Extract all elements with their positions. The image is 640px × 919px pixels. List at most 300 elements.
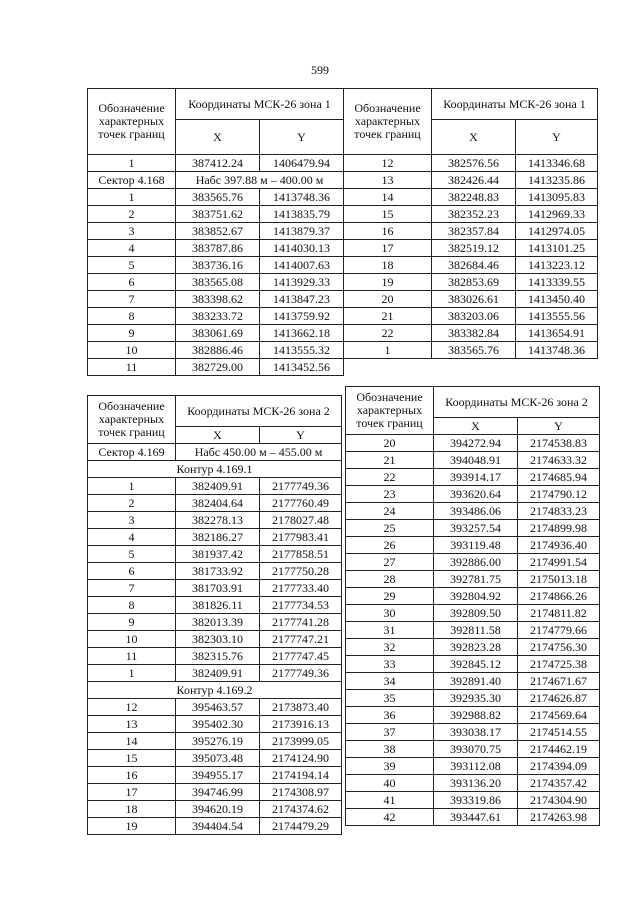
x-coordinate: 382248.83 bbox=[432, 189, 516, 206]
x-coordinate: 395463.57 bbox=[176, 699, 260, 716]
label-column-header: Обозначение характерных точек границ bbox=[88, 396, 176, 444]
table-row bbox=[344, 172, 598, 189]
x-coordinate: 394048.91 bbox=[434, 452, 518, 469]
point-number: 12 bbox=[88, 699, 176, 716]
table-row bbox=[344, 325, 598, 342]
table-row bbox=[88, 342, 344, 359]
y-coordinate: 2177749.36 bbox=[260, 665, 342, 682]
x-coordinate: 383233.72 bbox=[176, 308, 260, 325]
table-row bbox=[344, 308, 598, 325]
y-coordinate: 2177858.51 bbox=[260, 546, 342, 563]
point-number: 18 bbox=[88, 801, 176, 818]
point-number: 29 bbox=[346, 588, 434, 605]
y-coordinate: 2175013.18 bbox=[518, 571, 600, 588]
point-number: 37 bbox=[346, 724, 434, 741]
contour-row bbox=[88, 461, 342, 478]
header-row bbox=[88, 396, 342, 427]
x-coordinate: 382519.12 bbox=[432, 240, 516, 257]
point-number: 9 bbox=[88, 325, 176, 342]
coordinate-system-header: Координаты МСК-26 зона 2 bbox=[434, 387, 600, 418]
x-coordinate: 382404.64 bbox=[176, 495, 260, 512]
point-number: 5 bbox=[88, 546, 176, 563]
table-row bbox=[88, 206, 344, 223]
point-number: 2 bbox=[88, 495, 176, 512]
y-coordinate: 2174899.98 bbox=[518, 520, 600, 537]
point-number: 5 bbox=[88, 257, 176, 274]
point-number: 3 bbox=[88, 223, 176, 240]
table-row bbox=[346, 673, 600, 690]
table-row bbox=[346, 690, 600, 707]
y-coordinate: 2177747.21 bbox=[260, 631, 342, 648]
table-row bbox=[344, 342, 598, 359]
x-coordinate: 393257.54 bbox=[434, 520, 518, 537]
point-number: 9 bbox=[88, 614, 176, 631]
y-coordinate: 1413748.36 bbox=[516, 342, 598, 359]
table-row bbox=[88, 750, 342, 767]
coordinate-system-header: Координаты МСК-26 зона 1 bbox=[432, 89, 598, 120]
x-coordinate: 382426.44 bbox=[432, 172, 516, 189]
y-coordinate: 1413662.18 bbox=[260, 325, 344, 342]
y-coordinate: 2174633.32 bbox=[518, 452, 600, 469]
point-number: 25 bbox=[346, 520, 434, 537]
y-coordinate: 2174538.83 bbox=[518, 435, 600, 452]
table-row bbox=[88, 325, 344, 342]
table-row bbox=[88, 274, 344, 291]
y-coordinate: 2174811.82 bbox=[518, 605, 600, 622]
point-number: 20 bbox=[346, 435, 434, 452]
point-number: 24 bbox=[346, 503, 434, 520]
x-coordinate: 393070.75 bbox=[434, 741, 518, 758]
point-number: 10 bbox=[88, 342, 176, 359]
point-number: 34 bbox=[346, 673, 434, 690]
height-range: Набс 397.88 м – 400.00 м bbox=[176, 172, 344, 189]
x-coordinate: 387412.24 bbox=[176, 155, 260, 172]
point-number: 13 bbox=[344, 172, 432, 189]
x-coordinate: 381733.92 bbox=[176, 563, 260, 580]
x-coordinate: 383751.62 bbox=[176, 206, 260, 223]
table-row bbox=[346, 537, 600, 554]
x-coordinate: 394272.94 bbox=[434, 435, 518, 452]
y-coordinate: 1413847.23 bbox=[260, 291, 344, 308]
table-row bbox=[88, 291, 344, 308]
table-row bbox=[344, 206, 598, 223]
contour-label: Контур 4.169.2 bbox=[88, 682, 342, 699]
y-coordinate: 2174514.55 bbox=[518, 724, 600, 741]
point-number: 16 bbox=[344, 223, 432, 240]
y-coordinate: 1412974.05 bbox=[516, 223, 598, 240]
y-coordinate: 1413223.12 bbox=[516, 257, 598, 274]
y-coordinate: 2174124.90 bbox=[260, 750, 342, 767]
table-row bbox=[88, 665, 342, 682]
y-coordinate: 2173873.40 bbox=[260, 699, 342, 716]
table-row bbox=[88, 801, 342, 818]
table-row bbox=[88, 189, 344, 206]
y-coordinate: 2173999.05 bbox=[260, 733, 342, 750]
sector-label: Сектор 4.168 bbox=[88, 172, 176, 189]
x-coordinate: 392809.50 bbox=[434, 605, 518, 622]
point-number: 12 bbox=[344, 155, 432, 172]
y-coordinate: 2174479.29 bbox=[260, 818, 342, 835]
point-number: 28 bbox=[346, 571, 434, 588]
point-number: 15 bbox=[88, 750, 176, 767]
y-coordinate: 1413235.86 bbox=[516, 172, 598, 189]
point-number: 16 bbox=[88, 767, 176, 784]
y-coordinate: 1413748.36 bbox=[260, 189, 344, 206]
table-row bbox=[346, 758, 600, 775]
x-coordinate: 382315.76 bbox=[176, 648, 260, 665]
point-number: 7 bbox=[88, 580, 176, 597]
x-coordinate: 393112.08 bbox=[434, 758, 518, 775]
point-number: 17 bbox=[344, 240, 432, 257]
point-number: 8 bbox=[88, 597, 176, 614]
x-coordinate: 383061.69 bbox=[176, 325, 260, 342]
x-coordinate: 392811.58 bbox=[434, 622, 518, 639]
point-number: 1 bbox=[88, 189, 176, 206]
height-range: Набс 450.00 м – 455.00 м bbox=[176, 444, 342, 461]
x-coordinate: 382729.00 bbox=[176, 359, 260, 376]
y-coordinate: 2174866.26 bbox=[518, 588, 600, 605]
x-coordinate: 392804.92 bbox=[434, 588, 518, 605]
y-coordinate: 2174304.90 bbox=[518, 792, 600, 809]
y-coordinate: 2174756.30 bbox=[518, 639, 600, 656]
y-coordinate: 2177750.28 bbox=[260, 563, 342, 580]
y-coordinate: 1413450.40 bbox=[516, 291, 598, 308]
point-number: 17 bbox=[88, 784, 176, 801]
table-row bbox=[346, 486, 600, 503]
sector-row bbox=[88, 172, 344, 189]
table-row bbox=[88, 308, 344, 325]
y-coordinate: 2174308.97 bbox=[260, 784, 342, 801]
x-coordinate: 382576.56 bbox=[432, 155, 516, 172]
y-coordinate: 2174833.23 bbox=[518, 503, 600, 520]
point-number: 36 bbox=[346, 707, 434, 724]
table-row bbox=[346, 435, 600, 452]
table-row bbox=[344, 291, 598, 308]
point-number: 3 bbox=[88, 512, 176, 529]
table-row bbox=[346, 605, 600, 622]
x-coordinate: 395276.19 bbox=[176, 733, 260, 750]
header-row bbox=[88, 89, 344, 120]
y-coordinate: 2174374.62 bbox=[260, 801, 342, 818]
point-number: 41 bbox=[346, 792, 434, 809]
y-coordinate: 2177733.40 bbox=[260, 580, 342, 597]
point-number: 30 bbox=[346, 605, 434, 622]
y-coordinate: 2174991.54 bbox=[518, 554, 600, 571]
x-coordinate: 393319.86 bbox=[434, 792, 518, 809]
table-row bbox=[346, 792, 600, 809]
table-row bbox=[346, 809, 600, 826]
y-coordinate: 1413339.55 bbox=[516, 274, 598, 291]
x-coordinate: 382278.13 bbox=[176, 512, 260, 529]
x-coordinate: 382853.69 bbox=[432, 274, 516, 291]
x-coordinate: 383565.76 bbox=[432, 342, 516, 359]
x-coordinate: 381937.42 bbox=[176, 546, 260, 563]
point-number: 35 bbox=[346, 690, 434, 707]
x-column-header: X bbox=[432, 120, 516, 155]
table-row bbox=[88, 512, 342, 529]
x-coordinate: 383382.84 bbox=[432, 325, 516, 342]
x-coordinate: 392781.75 bbox=[434, 571, 518, 588]
point-number: 19 bbox=[88, 818, 176, 835]
point-number: 26 bbox=[346, 537, 434, 554]
y-column-header: Y bbox=[260, 427, 342, 444]
x-coordinate: 381703.91 bbox=[176, 580, 260, 597]
x-coordinate: 382684.46 bbox=[432, 257, 516, 274]
x-coordinate: 382303.10 bbox=[176, 631, 260, 648]
point-number: 23 bbox=[346, 486, 434, 503]
point-number: 33 bbox=[346, 656, 434, 673]
point-number: 20 bbox=[344, 291, 432, 308]
table-row bbox=[346, 554, 600, 571]
y-coordinate: 2174790.12 bbox=[518, 486, 600, 503]
table-row bbox=[88, 614, 342, 631]
x-coordinate: 383565.08 bbox=[176, 274, 260, 291]
y-coordinate: 2178027.48 bbox=[260, 512, 342, 529]
coord-table-zone2-left bbox=[87, 395, 342, 835]
y-column-header: Y bbox=[260, 120, 344, 155]
contour-row bbox=[88, 682, 342, 699]
y-coordinate: 1413555.32 bbox=[260, 342, 344, 359]
point-number: 39 bbox=[346, 758, 434, 775]
table-row bbox=[88, 563, 342, 580]
label-column-header: Обозначение характерных точек границ bbox=[88, 89, 176, 155]
x-coordinate: 392823.28 bbox=[434, 639, 518, 656]
x-coordinate: 393914.17 bbox=[434, 469, 518, 486]
coordinate-system-header: Координаты МСК-26 зона 2 bbox=[176, 396, 342, 427]
y-coordinate: 2174462.19 bbox=[518, 741, 600, 758]
x-coordinate: 381826.11 bbox=[176, 597, 260, 614]
y-coordinate: 2174357.42 bbox=[518, 775, 600, 792]
x-coordinate: 392988.82 bbox=[434, 707, 518, 724]
table-row bbox=[346, 520, 600, 537]
table-row bbox=[346, 452, 600, 469]
x-coordinate: 383565.76 bbox=[176, 189, 260, 206]
page-number: 599 bbox=[311, 63, 329, 77]
y-coordinate: 1413346.68 bbox=[516, 155, 598, 172]
table-row bbox=[88, 818, 342, 835]
x-coordinate: 383852.67 bbox=[176, 223, 260, 240]
table-row bbox=[346, 588, 600, 605]
point-number: 4 bbox=[88, 529, 176, 546]
x-coordinate: 383203.06 bbox=[432, 308, 516, 325]
x-coordinate: 395073.48 bbox=[176, 750, 260, 767]
table-row bbox=[88, 648, 342, 665]
contour-label: Контур 4.169.1 bbox=[88, 461, 342, 478]
point-number: 11 bbox=[88, 648, 176, 665]
table-row bbox=[344, 274, 598, 291]
label-column-header: Обозначение характерных точек границ bbox=[344, 89, 432, 155]
point-number: 21 bbox=[346, 452, 434, 469]
table-row bbox=[346, 571, 600, 588]
coord-table-zone2-right bbox=[345, 386, 600, 826]
table-row bbox=[88, 240, 344, 257]
point-number: 32 bbox=[346, 639, 434, 656]
y-coordinate: 2174194.14 bbox=[260, 767, 342, 784]
y-coordinate: 1413555.56 bbox=[516, 308, 598, 325]
table-row bbox=[88, 631, 342, 648]
table-row bbox=[346, 639, 600, 656]
y-coordinate: 2174394.09 bbox=[518, 758, 600, 775]
y-coordinate: 2177747.45 bbox=[260, 648, 342, 665]
coord-table-zone1-right bbox=[343, 88, 598, 359]
x-coordinate: 393620.64 bbox=[434, 486, 518, 503]
point-number: 6 bbox=[88, 274, 176, 291]
point-number: 22 bbox=[346, 469, 434, 486]
point-number: 1 bbox=[344, 342, 432, 359]
point-number: 10 bbox=[88, 631, 176, 648]
x-coordinate: 382186.27 bbox=[176, 529, 260, 546]
y-coordinate: 2177983.41 bbox=[260, 529, 342, 546]
point-number: 38 bbox=[346, 741, 434, 758]
table-row bbox=[344, 257, 598, 274]
y-coordinate: 1414007.63 bbox=[260, 257, 344, 274]
table-row bbox=[88, 529, 342, 546]
header-row bbox=[344, 89, 598, 120]
table-row bbox=[346, 724, 600, 741]
table-row bbox=[346, 741, 600, 758]
y-coordinate: 2173916.13 bbox=[260, 716, 342, 733]
y-coordinate: 1413101.25 bbox=[516, 240, 598, 257]
table-row bbox=[346, 503, 600, 520]
x-coordinate: 392886.00 bbox=[434, 554, 518, 571]
point-number: 11 bbox=[88, 359, 176, 376]
table-row bbox=[88, 699, 342, 716]
y-coordinate: 1413835.79 bbox=[260, 206, 344, 223]
header-row bbox=[346, 387, 600, 418]
point-number: 40 bbox=[346, 775, 434, 792]
y-coordinate: 2174936.40 bbox=[518, 537, 600, 554]
y-coordinate: 2177760.49 bbox=[260, 495, 342, 512]
sector-label: Сектор 4.169 bbox=[88, 444, 176, 461]
y-column-header: Y bbox=[518, 418, 600, 435]
y-coordinate: 1413654.91 bbox=[516, 325, 598, 342]
x-coordinate: 392891.40 bbox=[434, 673, 518, 690]
x-coordinate: 393038.17 bbox=[434, 724, 518, 741]
table-row bbox=[88, 733, 342, 750]
y-coordinate: 2174671.67 bbox=[518, 673, 600, 690]
table-row bbox=[88, 257, 344, 274]
point-number: 27 bbox=[346, 554, 434, 571]
point-number: 4 bbox=[88, 240, 176, 257]
x-coordinate: 393447.61 bbox=[434, 809, 518, 826]
table-row bbox=[88, 580, 342, 597]
x-coordinate: 382409.91 bbox=[176, 478, 260, 495]
y-coordinate: 1414030.13 bbox=[260, 240, 344, 257]
y-coordinate: 1413452.56 bbox=[260, 359, 344, 376]
x-coordinate: 393486.06 bbox=[434, 503, 518, 520]
y-coordinate: 2174569.64 bbox=[518, 707, 600, 724]
x-coordinate: 383787.86 bbox=[176, 240, 260, 257]
y-coordinate: 2177749.36 bbox=[260, 478, 342, 495]
table-row bbox=[344, 189, 598, 206]
x-coordinate: 382886.46 bbox=[176, 342, 260, 359]
table-row bbox=[88, 546, 342, 563]
table-row bbox=[344, 223, 598, 240]
y-coordinate: 2177734.53 bbox=[260, 597, 342, 614]
table-row bbox=[346, 707, 600, 724]
y-coordinate: 2174779.66 bbox=[518, 622, 600, 639]
y-coordinate: 2174626.87 bbox=[518, 690, 600, 707]
table-row bbox=[346, 775, 600, 792]
table-row bbox=[88, 767, 342, 784]
y-column-header: Y bbox=[516, 120, 598, 155]
x-column-header: X bbox=[434, 418, 518, 435]
point-number: 18 bbox=[344, 257, 432, 274]
point-number: 14 bbox=[344, 189, 432, 206]
point-number: 2 bbox=[88, 206, 176, 223]
y-coordinate: 1413095.83 bbox=[516, 189, 598, 206]
coord-table-zone1-left bbox=[87, 88, 344, 376]
point-number: 7 bbox=[88, 291, 176, 308]
table-row bbox=[88, 784, 342, 801]
table-row bbox=[88, 359, 344, 376]
point-number: 8 bbox=[88, 308, 176, 325]
x-coordinate: 394746.99 bbox=[176, 784, 260, 801]
y-coordinate: 2174725.38 bbox=[518, 656, 600, 673]
x-coordinate: 392845.12 bbox=[434, 656, 518, 673]
table-row bbox=[88, 223, 344, 240]
point-number: 6 bbox=[88, 563, 176, 580]
y-coordinate: 2174263.98 bbox=[518, 809, 600, 826]
point-number: 31 bbox=[346, 622, 434, 639]
point-number: 19 bbox=[344, 274, 432, 291]
x-coordinate: 382357.84 bbox=[432, 223, 516, 240]
y-coordinate: 1406479.94 bbox=[260, 155, 344, 172]
table-row bbox=[346, 469, 600, 486]
x-column-header: X bbox=[176, 120, 260, 155]
x-coordinate: 382352.23 bbox=[432, 206, 516, 223]
x-coordinate: 392935.30 bbox=[434, 690, 518, 707]
x-coordinate: 394620.19 bbox=[176, 801, 260, 818]
table-row bbox=[88, 155, 344, 172]
x-coordinate: 383398.62 bbox=[176, 291, 260, 308]
coordinate-system-header: Координаты МСК-26 зона 1 bbox=[176, 89, 344, 120]
point-number: 21 bbox=[344, 308, 432, 325]
sector-row bbox=[88, 444, 342, 461]
table-row bbox=[88, 716, 342, 733]
table-row bbox=[88, 478, 342, 495]
point-number: 42 bbox=[346, 809, 434, 826]
x-coordinate: 383736.16 bbox=[176, 257, 260, 274]
point-number: 1 bbox=[88, 155, 176, 172]
y-coordinate: 1413759.92 bbox=[260, 308, 344, 325]
x-coordinate: 393136.20 bbox=[434, 775, 518, 792]
x-coordinate: 394955.17 bbox=[176, 767, 260, 784]
label-column-header: Обозначение характерных точек границ bbox=[346, 387, 434, 435]
table-row bbox=[344, 155, 598, 172]
point-number: 13 bbox=[88, 716, 176, 733]
x-coordinate: 383026.61 bbox=[432, 291, 516, 308]
y-coordinate: 2177741.28 bbox=[260, 614, 342, 631]
x-coordinate: 393119.48 bbox=[434, 537, 518, 554]
point-number: 14 bbox=[88, 733, 176, 750]
point-number: 22 bbox=[344, 325, 432, 342]
table-row bbox=[344, 240, 598, 257]
table-row bbox=[88, 495, 342, 512]
point-number: 1 bbox=[88, 665, 176, 682]
table-row bbox=[346, 622, 600, 639]
table-row bbox=[88, 597, 342, 614]
point-number: 15 bbox=[344, 206, 432, 223]
y-coordinate: 1413879.37 bbox=[260, 223, 344, 240]
x-coordinate: 382013.39 bbox=[176, 614, 260, 631]
y-coordinate: 2174685.94 bbox=[518, 469, 600, 486]
table-row bbox=[346, 656, 600, 673]
y-coordinate: 1413929.33 bbox=[260, 274, 344, 291]
x-coordinate: 382409.91 bbox=[176, 665, 260, 682]
x-coordinate: 394404.54 bbox=[176, 818, 260, 835]
x-coordinate: 395402.30 bbox=[176, 716, 260, 733]
